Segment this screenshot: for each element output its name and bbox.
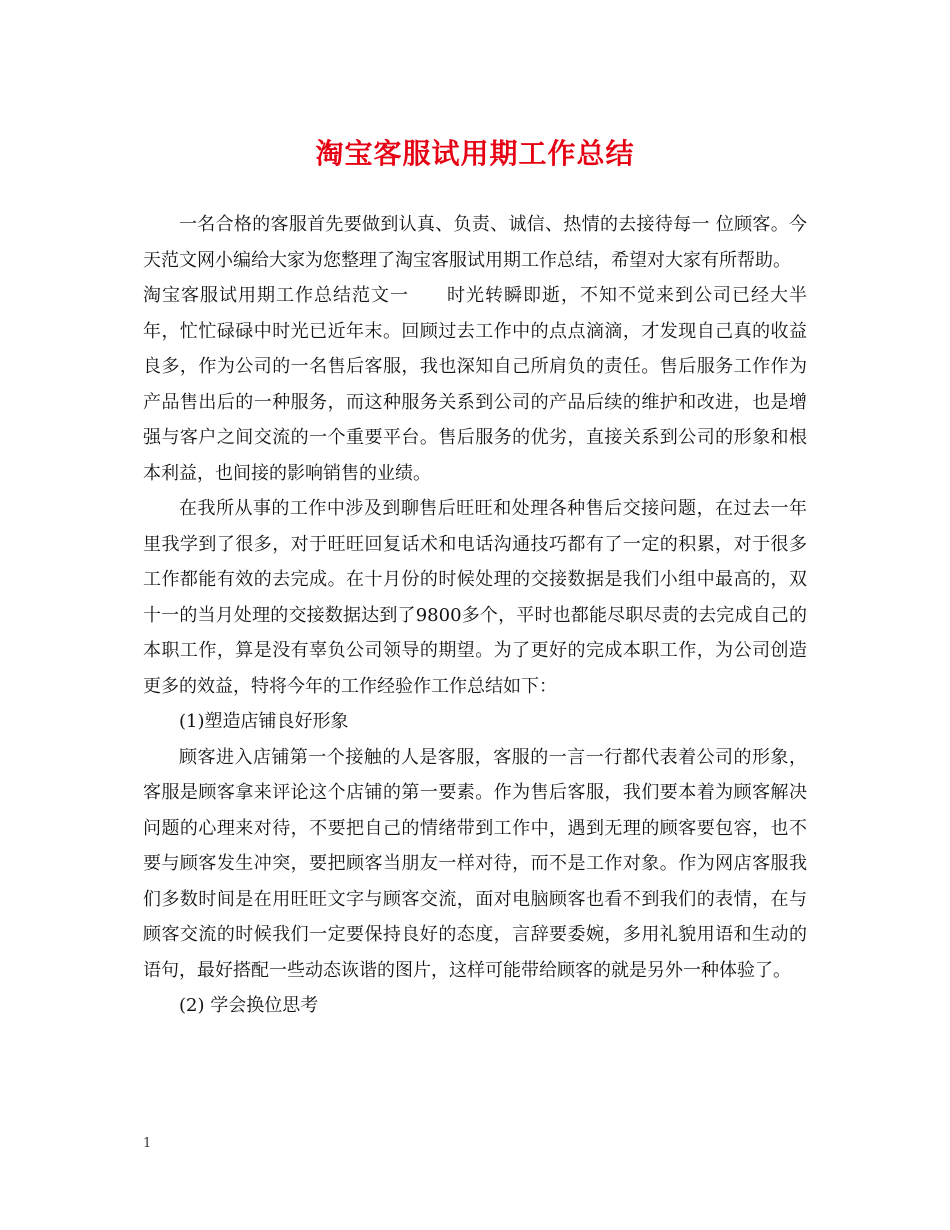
subheading-shape-image: (1)塑造店铺良好形象 (179, 711, 349, 732)
document-title: 淘宝客服试用期工作总结 (315, 137, 635, 170)
page-number: 1 (143, 1136, 152, 1151)
document-body (143, 207, 807, 1024)
subheading-empathy: (2) 学会换位思考 (179, 995, 319, 1016)
experience-paragraph: 在我所从事的工作中涉及到聊售后旺旺和处理各种售后交接问题，在过去一年里我学到了很多，对于旺旺回复话术和电话沟通技巧都有了一定的积累，对于很多工作都能有效的去完成。在十月份的时候处理的交接数据是我们小组中最高的，双十一的当月处理的交接数据达到了9800多个，平时也都能尽职尽责的去完成自己的本职工作，算是没有辜负公司领导的期望。为了更好的完成本职工作，为公司创造更多的效益，特将今年的工作经验作工作总结如下： (143, 498, 807, 697)
store-image-paragraph: 顾客进入店铺第一个接触的人是客服，客服的一言一行都代表着公司的形象，客服是顾客拿来评论这个店铺的第一要素。作为售后客服，我们要本着为顾客解决问题的心理来对待，不要把自己的情绪带到工作中，遇到无理的顾客要包容，也不要与顾客发生冲突，要把顾客当朋友一样对待，而不是工作对象。作为网店客服我们多数时间是在用旺旺文字与顾客交流，面对电脑顾客也看不到我们的表情，在与顾客交流的时候我们一定要保持良好的态度，言辞要委婉，多用礼貌用语和生动的语句，最好搭配一些动态诙谐的图片，这样可能带给顾客的就是另外一种体验了。 (143, 746, 807, 981)
section-one-paragraph: 淘宝客服试用期工作总结范文一 时光转瞬即逝，不知不觉来到公司已经大半年，忙忙碌碌中时光已近年末。回顾过去工作中的点点滴滴，才发现自己真的收益良多，作为公司的一名售后客服，我也深知自己所肩负的责任。售后服务工作作为产品售出后的一种服务，而这种服务关系到公司的产品后续的维护和改进，也是增强与客户之间交流的一个重要平台。售后服务的优劣，直接关系到公司的形象和根本利益，也间接的影响销售的业绩。 (143, 285, 807, 484)
intro-paragraph: 一名合格的客服首先要做到认真、负责、诚信、热情的去接待每一 位顾客。今天范文网小编给大家为您整理了淘宝客服试用期工作总结，希望对大家有所帮助。 (143, 214, 807, 271)
